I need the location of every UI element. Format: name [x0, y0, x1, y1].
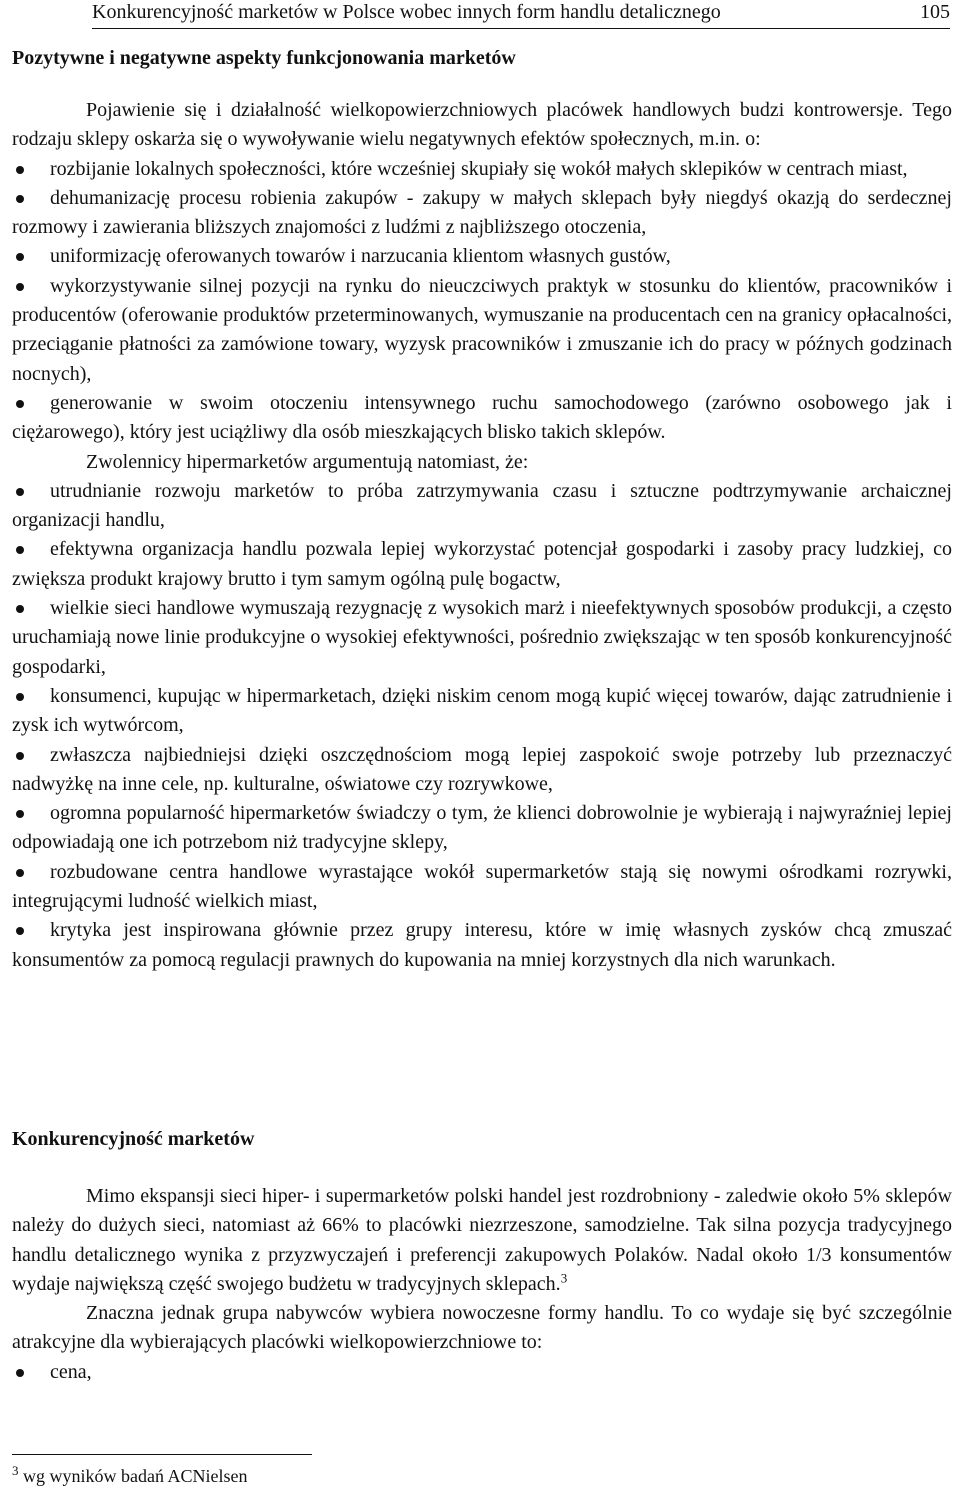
bullet-icon — [16, 400, 24, 408]
list-item — [12, 741, 952, 800]
bullet-icon — [16, 869, 24, 877]
list-item — [12, 1358, 952, 1387]
footnote-number: 3 — [12, 1463, 19, 1478]
bullet-icon — [16, 488, 24, 496]
list-item — [12, 858, 952, 917]
list-item-text: uniformizację oferowanych towarów i narzucania klientom własnych gustów, — [50, 245, 671, 268]
list-item-text: wykorzystywanie silnej pozycji na rynku do nieuczciwych praktyk w stosunku do klientów, pracowników i producentów (oferowanie produktów przeterminowanych, wymuszanie na producentach cen na granicy opłacalności, przeciąganie płatności za zamówione towary, wyzysk pracowników i zmuszanie ich do pracy w późnych godzinach nocnych), — [12, 274, 952, 385]
list-item — [12, 389, 952, 448]
paragraph-modern-forms: Znaczna jednak grupa nabywców wybiera nowoczesne formy handlu. To co wydaje się być szczególnie atrakcyjne dla wybierających placówki wielkopowierzchniowe to: — [12, 1302, 952, 1354]
list-item — [12, 477, 952, 536]
list-item — [12, 272, 952, 389]
list-item — [12, 799, 952, 858]
intro-paragraph: Pojawienie się i działalność wielkopowierzchniowych placówek handlowych budzi kontrowersje. Tego rodzaju sklepy oskarża się o wywoływanie wielu negatywnych efektów społecznych, m.in. o: — [12, 99, 952, 151]
bullet-icon — [16, 752, 24, 760]
footnote-divider — [12, 1454, 312, 1455]
list-item-text: ogromna popularność hipermarketów świadczy o tym, że klienci dobrowolnie je wybierają i najwyraźniej lepiej odpowiadają one ich potrzebom niż tradycyjne sklepy, — [12, 802, 952, 854]
section-aspects-body — [12, 96, 952, 975]
running-header — [92, 0, 950, 29]
bullet-icon — [16, 810, 24, 818]
bullet-icon — [16, 927, 24, 935]
list-item-text: krytyka jest inspirowana głównie przez grupy interesu, które w imię własnych zysków chcą zmuszać konsumentów za pomocą regulacji prawnych do kupowania na mniej korzystnych dla nich warunkach. — [12, 919, 952, 971]
list-item — [12, 155, 952, 184]
list-item-text: rozbudowane centra handlowe wyrastające wokół supermarketów stają się nowymi ośrodkami rozrywki, integrującymi ludność wielkich miast, — [12, 860, 952, 913]
bullet-icon — [16, 253, 24, 261]
bullet-icon — [16, 693, 24, 701]
running-header-title: Konkurencyjność marketów w Polsce wobec innych form handlu detalicznego — [92, 1, 721, 23]
bullet-icon — [16, 195, 24, 203]
list-item — [12, 682, 952, 741]
section-heading-competitiveness: Konkurencyjność marketów — [12, 1128, 255, 1150]
list-item-text: rozbijanie lokalnych społeczności, które wcześniej skupiały się wokół małych sklepików w centrach miast, — [50, 157, 908, 180]
supporters-paragraph: Zwolennicy hipermarketów argumentują natomiast, że: — [86, 450, 529, 473]
section-competitiveness-body — [12, 1182, 952, 1387]
page-number: 105 — [920, 1, 950, 23]
list-item-text: generowanie w swoim otoczeniu intensywnego ruchu samochodowego (zarówno osobowego jak i ciężarowego), który jest uciążliwy dla osób mieszkających blisko takich sklepów. — [12, 391, 952, 444]
bullet-icon — [16, 605, 24, 613]
list-item-text: dehumanizację procesu robienia zakupów - zakupy w małych sklepach były niegdyś okazją do serdecznej rozmowy i zawierania bliższych znajomości z ludźmi z najbliższego otoczenia, — [12, 186, 952, 239]
bullet-icon — [16, 283, 24, 291]
paragraph-fragmentation — [12, 1182, 952, 1299]
section-heading-aspects: Pozytywne i negatywne aspekty funkcjonowania marketów — [12, 47, 516, 69]
bullet-icon — [16, 166, 24, 174]
list-item-text: wielkie sieci handlowe wymuszają rezygnację z wysokich marż i nieefektywnych sposobów produkcji, a często uruchamiają nowe linie produkcyjne o wysokiej efektywności, pośrednio zwiększając w ten sposób konkurencyjność gospodarki, — [12, 597, 952, 678]
list-item — [12, 535, 952, 594]
list-item — [12, 184, 952, 243]
list-item-text: utrudnianie rozwoju marketów to próba zatrzymywania czasu i sztuczne podtrzymywanie archaicznej organizacji handlu, — [12, 479, 952, 532]
footnote — [12, 1463, 248, 1487]
list-item-text: efektywna organizacja handlu pozwala lepiej wykorzystać potencjał gospodarki i zasoby pracy ludzkiej, co zwiększa produkt krajowy brutto i tym samym ogólną pulę bogactw, — [12, 538, 952, 590]
list-item-text: zwłaszcza najbiedniejsi dzięki oszczędnościom mogą lepiej zaspokoić swoje potrzeby lub przeznaczyć nadwyżkę na inne cele, np. kulturalne, oświatowe czy rozrywkowe, — [12, 743, 952, 795]
bullet-icon — [16, 546, 24, 554]
list-item — [12, 916, 952, 975]
footnote-text: wg wyników badań ACNielsen — [23, 1466, 248, 1486]
list-item-text: konsumenci, kupując w hipermarketach, dzięki niskim cenom mogą kupić więcej towarów, dając zatrudnienie i zysk ich wytwórcom, — [12, 684, 952, 737]
list-item — [12, 242, 952, 271]
list-item — [12, 594, 952, 682]
bullet-icon — [16, 1369, 24, 1377]
list-item-text: cena, — [50, 1360, 92, 1383]
paragraph-text: Mimo ekspansji sieci hiper- i supermarketów polski handel jest rozdrobniony - zaledwie około 5% sklepów należy do dużych sieci, natomiast aż 66% to placówki niezrzeszone, samodzielne. Tak silna pozycja tradycyjnego handlu detalicznego wynika z przyzwyczajeń i preferencji zakupowych Polaków. Nadal około 1/3 konsumentów wydaje największą część swojego budżetu w tradycyjnych sklepach. — [12, 1185, 952, 1295]
footnote-ref[interactable]: 3 — [560, 1270, 568, 1286]
